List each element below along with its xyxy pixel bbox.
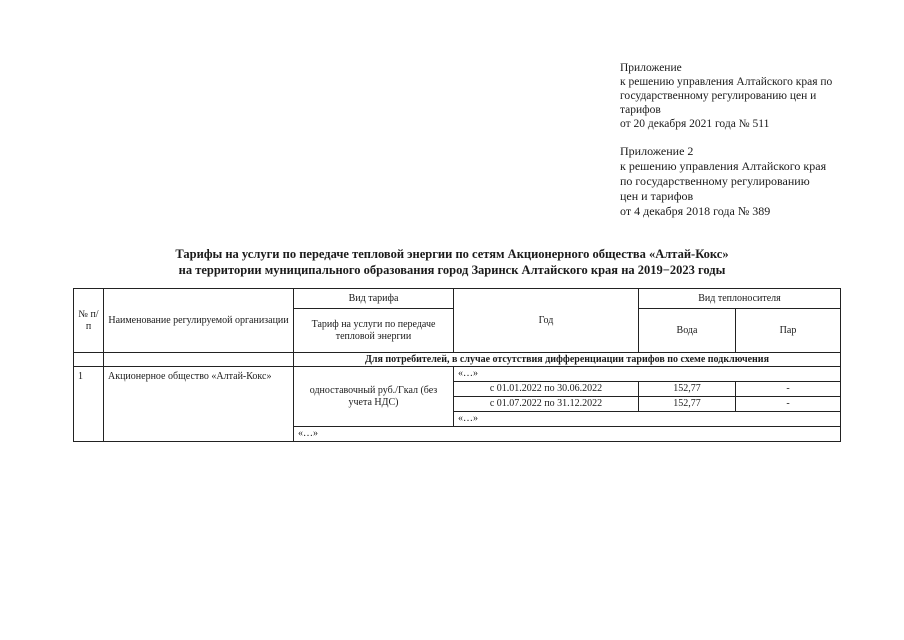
row-tariff: одноставочный руб./Гкал (без учета НДС): [294, 367, 454, 427]
appendix-1-line: от 20 декабря 2021 года № 511: [620, 118, 770, 130]
header-steam: Пар: [736, 309, 841, 353]
appendix-2-line: цен и тарифов: [620, 189, 694, 203]
steam-value: -: [736, 397, 841, 412]
appendix-2-line: по государственному регулированию: [620, 174, 810, 188]
ellipsis-row: «…»: [294, 427, 841, 442]
header-water: Вода: [639, 309, 736, 353]
appendix-1-line: к решению управления Алтайского края по: [620, 76, 833, 88]
water-value: 152,77: [639, 397, 736, 412]
appendix-2-line: от 4 декабря 2018 года № 389: [620, 204, 771, 218]
water-value: 152,77: [639, 382, 736, 397]
section-label: Для потребителей, в случае отсутствия дифференциации тарифов по схеме подключения: [294, 353, 841, 367]
steam-value: -: [736, 382, 841, 397]
header-tariff-type: Вид тарифа: [294, 289, 454, 309]
appendix-2-block: [620, 144, 826, 219]
appendix-1-line: государственному регулированию цен и: [620, 90, 817, 102]
row-num: 1: [74, 367, 104, 442]
appendix-1-block: [620, 61, 832, 131]
ellipsis-row: «…»: [454, 412, 841, 427]
header-year: Год: [454, 289, 639, 353]
title-line-2: на территории муниципального образования город Заринск Алтайского края на 2019−2023 годы: [178, 263, 726, 277]
header-heat-carrier: Вид теплоносителя: [639, 289, 841, 309]
appendix-1-line: Приложение: [620, 62, 682, 74]
appendix-1-line: тарифов: [620, 104, 661, 116]
appendix-2-line: к решению управления Алтайского края: [620, 159, 827, 173]
section-empty-cell: [104, 353, 294, 367]
section-empty-cell: [74, 353, 104, 367]
ellipsis-row: «…»: [454, 367, 841, 382]
period-cell: с 01.01.2022 по 30.06.2022: [454, 382, 639, 397]
header-organization: Наименование регулируемой организации: [104, 289, 294, 353]
row-organization: Акционерное общество «Алтай-Кокс»: [104, 367, 294, 442]
period-cell: с 01.07.2022 по 31.12.2022: [454, 397, 639, 412]
tariff-table: [73, 288, 841, 442]
header-num: № п/п: [74, 289, 104, 353]
document-title: [0, 246, 904, 278]
appendix-2-line: Приложение 2: [620, 144, 694, 158]
title-line-1: Тарифы на услуги по передаче тепловой энергии по сетям Акционерного общества «Алтай-Кокс»: [175, 247, 729, 261]
header-tariff-subtype: Тариф на услуги по передаче тепловой энергии: [294, 309, 454, 353]
